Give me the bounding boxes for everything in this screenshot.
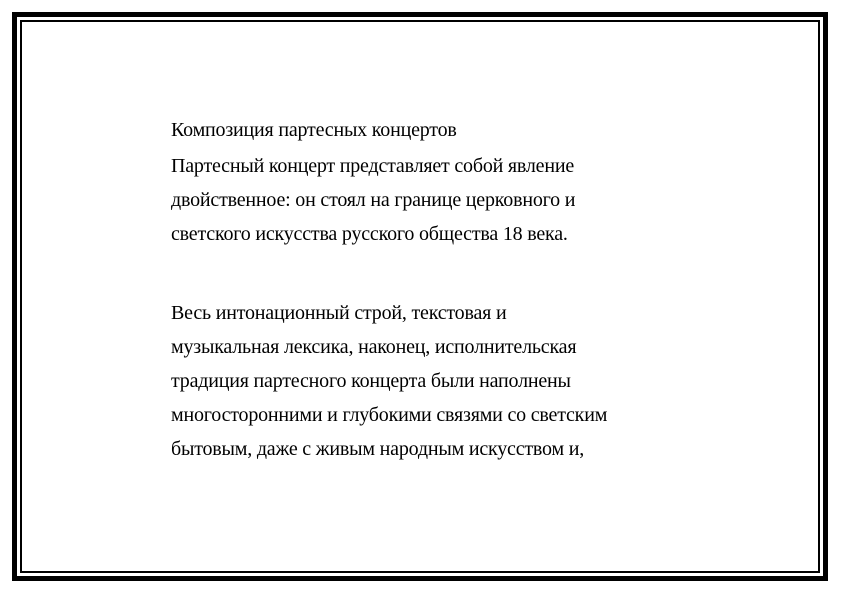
paragraph-2-line-1: Весь интонационный строй, текстовая и — [171, 302, 507, 324]
paragraph-2-line-5: бытовым, даже с живым народным искусством и, — [171, 438, 585, 460]
slide-content — [171, 116, 731, 466]
paragraph-1-line-2: двойственное: он стоял на границе церковного и — [171, 189, 576, 211]
paragraph-2-line-4: многосторонними и глубокими связями со светским — [171, 404, 608, 426]
paragraph-2 — [171, 296, 731, 466]
slide-title: Композиция партесных концертов — [171, 119, 457, 141]
paragraph-2-line-3: традиция партесного концерта были наполнены — [171, 370, 571, 392]
paragraph-spacer — [171, 251, 731, 296]
paragraph-1-line-3: светского искусства русского общества 18 века. — [171, 223, 568, 245]
paragraph-1-line-1: Партесный концерт представляет собой явление — [171, 155, 575, 177]
paragraph-1 — [171, 149, 731, 251]
paragraph-2-line-2: музыкальная лексика, наконец, исполнительская — [171, 336, 577, 358]
